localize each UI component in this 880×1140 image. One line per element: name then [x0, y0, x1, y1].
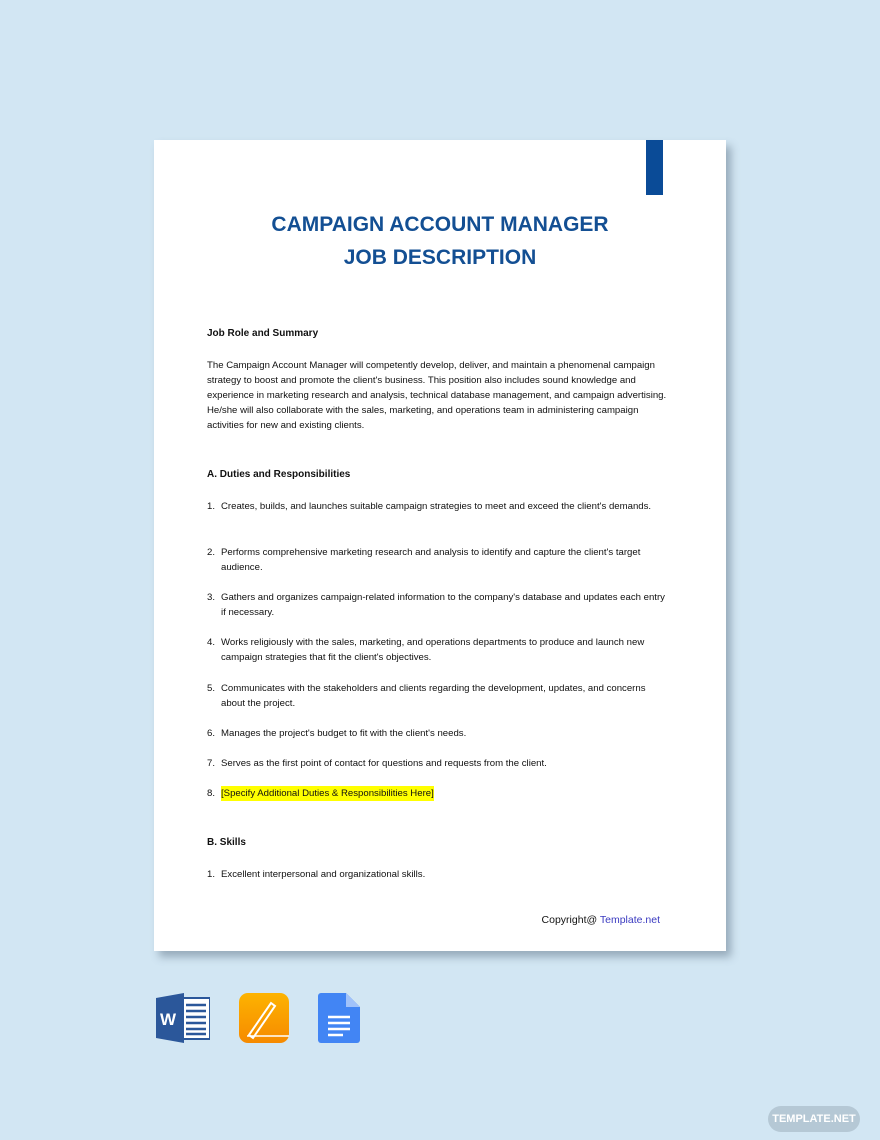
document-page	[154, 140, 726, 951]
item-number: 6.	[207, 728, 216, 739]
item-text: Creates, builds, and launches suitable campaign strategies to meet and exceed the client's demands.	[221, 501, 652, 512]
item-text: Excellent interpersonal and organizational skills.	[221, 869, 426, 880]
item-text: Performs comprehensive marketing research and analysis to identify and capture the client's target audience.	[221, 547, 641, 573]
svg-text:W: W	[160, 1010, 177, 1029]
google-docs-icon[interactable]	[318, 993, 360, 1043]
summary-heading: Job Role and Summary	[207, 328, 319, 339]
skills-heading: B. Skills	[207, 837, 246, 848]
copyright	[542, 914, 660, 926]
list-item	[207, 635, 667, 665]
copyright-link[interactable]: Template.net	[599, 914, 660, 926]
item-text: Gathers and organizes campaign-related information to the company's database and updates each entry if necessary.	[221, 592, 665, 618]
item-number: 1.	[207, 869, 216, 880]
accent-bar	[646, 140, 663, 195]
item-text: Works religiously with the sales, marketing, and operations departments to produce and launch new campaign strategies that fit the client's objectives.	[221, 637, 645, 663]
copyright-prefix: Copyright@	[541, 914, 600, 926]
item-number: 5.	[207, 683, 216, 694]
item-text: Communicates with the stakeholders and clients regarding the development, updates, and concerns about the project.	[221, 683, 646, 709]
list-item	[207, 681, 667, 711]
summary-text: The Campaign Account Manager will competently develop, deliver, and maintain a phenomenal campaign strategy to boost and promote the client's business. This position also includes sound knowledge and experience in marketing research and analysis, technical database management, and campaign advertising. He/she will also collaborate with the sales, marketing, and operations team in administering campaign activities for new and existing clients.	[207, 360, 667, 431]
item-text: Manages the project's budget to fit with the client's needs.	[221, 728, 467, 739]
item-number: 8.	[207, 788, 216, 799]
item-number: 7.	[207, 758, 216, 769]
list-item	[207, 786, 667, 801]
duties-heading: A. Duties and Responsibilities	[207, 469, 351, 480]
pages-icon[interactable]	[239, 993, 289, 1043]
list-item	[207, 590, 667, 620]
list-item	[207, 867, 667, 882]
highlighted-placeholder-text: [Specify Additional Duties & Responsibilities Here]	[221, 788, 434, 799]
watermark-badge: TEMPLATE.NET	[768, 1106, 860, 1132]
item-text: Serves as the first point of contact for questions and requests from the client.	[221, 758, 547, 769]
title-line-1: CAMPAIGN ACCOUNT MANAGER	[271, 213, 609, 236]
item-number: 3.	[207, 592, 216, 603]
list-item	[207, 756, 667, 771]
item-number: 1.	[207, 501, 216, 512]
document-title	[154, 208, 726, 274]
item-number: 4.	[207, 637, 216, 648]
word-icon[interactable]	[156, 993, 210, 1043]
list-item	[207, 499, 667, 514]
item-number: 2.	[207, 547, 216, 558]
title-line-2: JOB DESCRIPTION	[343, 246, 537, 269]
list-item	[207, 726, 667, 741]
list-item	[207, 545, 667, 575]
